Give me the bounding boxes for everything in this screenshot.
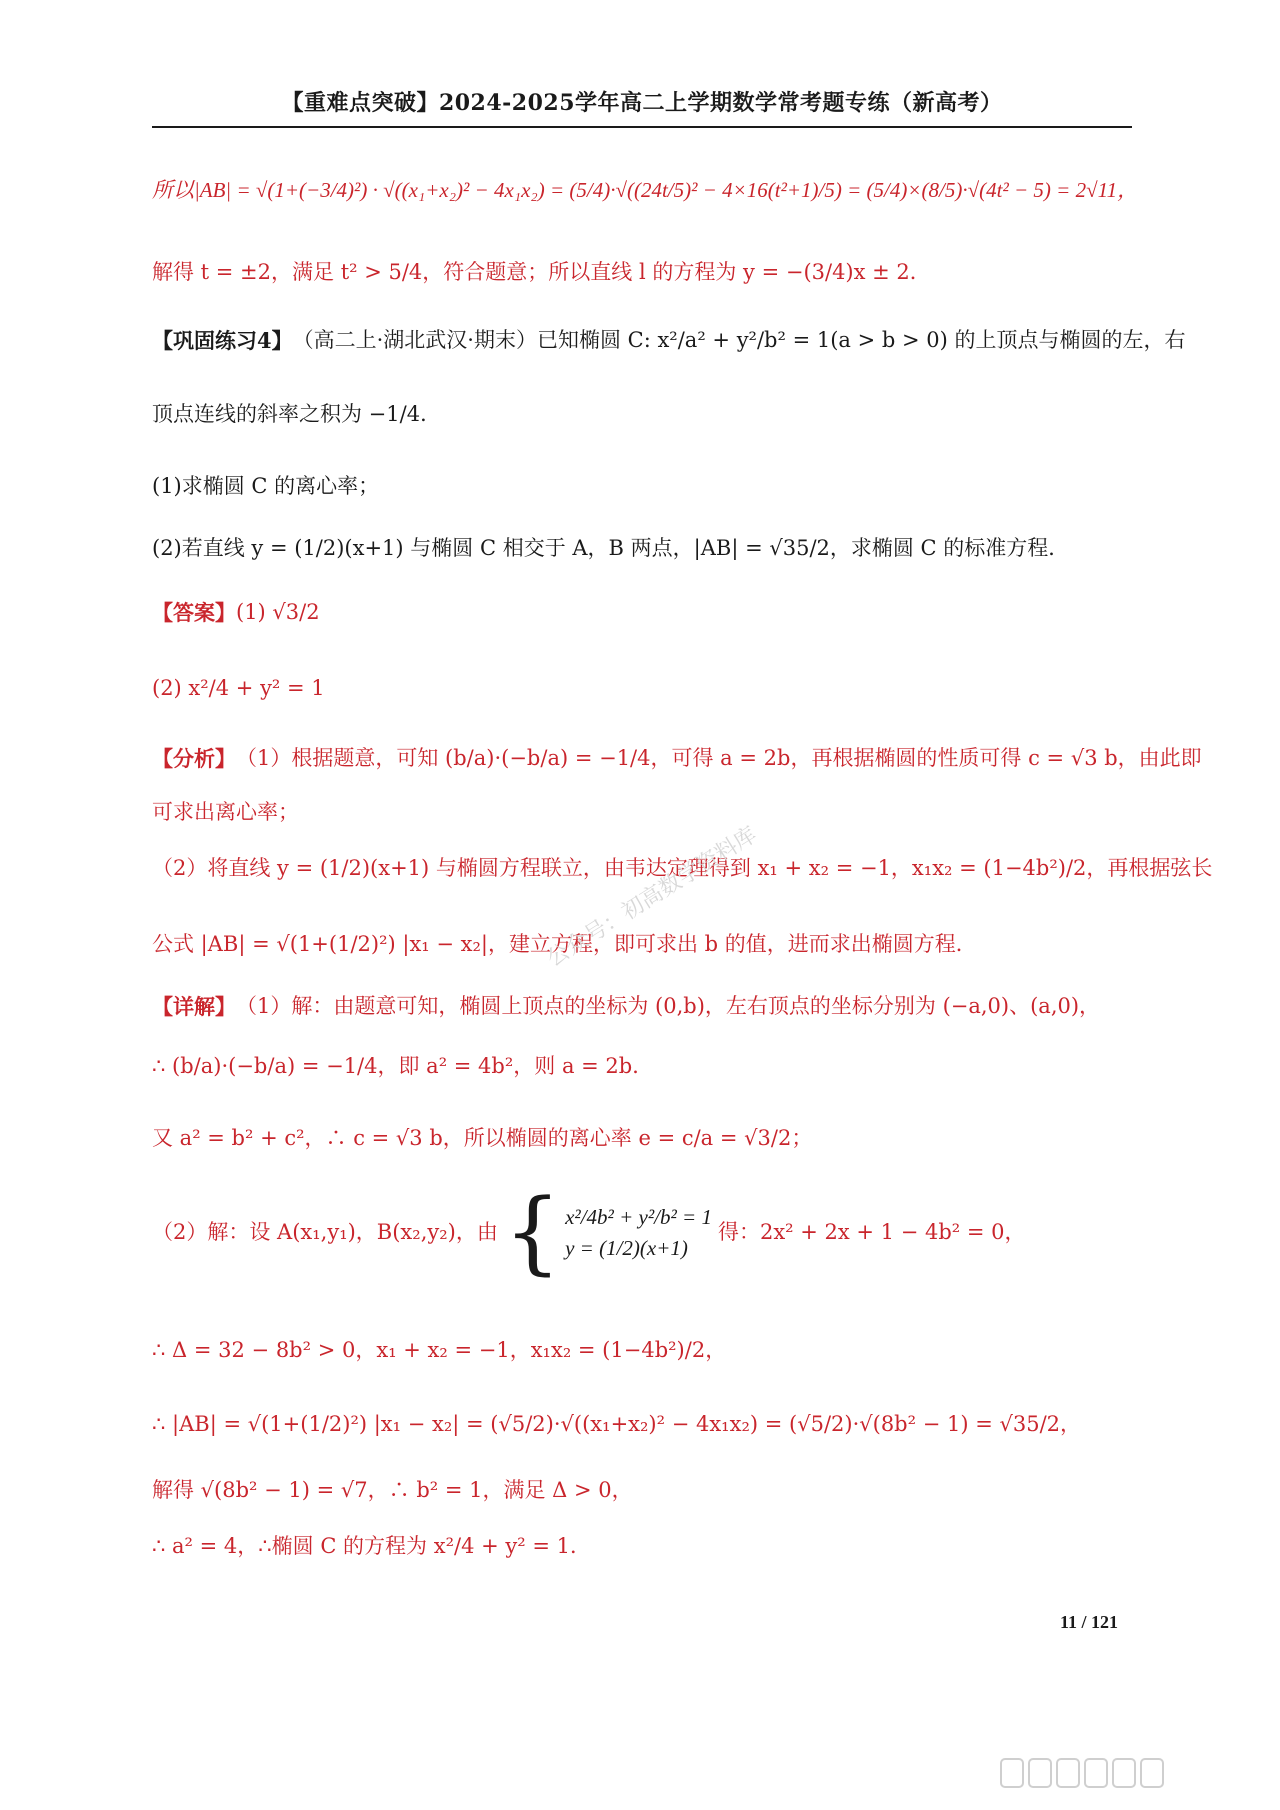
detail-line-5: ∴ Δ = 32 − 8b² > 0，x₁ + x₂ = −1，x₁x₂ = (1−4b²)/2， — [152, 1338, 727, 1362]
header-rule — [152, 126, 1132, 128]
detail-line-6: ∴ |AB| = √(1+(1/2)²) |x₁ − x₂| = (√5/2)·√((x₁+x₂)² − 4x₁x₂) = (√5/2)·√(8b² − 1) = √35/2， — [152, 1412, 1082, 1436]
page-number: 11 / 121 — [1060, 1612, 1119, 1632]
analysis-line-3: （2）将直线 y = (1/2)(x+1) 与椭圆方程联立，由韦达定理得到 x₁ + x₂ = −1，x₁x₂ = (1−4b²)/2，再根据弦长 — [152, 856, 1213, 880]
exercise-4-statement — [152, 328, 1186, 353]
system-rows — [565, 1205, 712, 1261]
answer-part-2: (2) x²/4 + y² = 1 — [152, 676, 325, 700]
bar-segment — [1056, 1758, 1080, 1788]
analysis-line-4: 公式 |AB| = √(1+(1/2)²) |x₁ − x₂|，建立方程，即可求出 b 的值，进而求出椭圆方程． — [152, 932, 977, 956]
analysis-line-1 — [152, 746, 1202, 771]
answer-label: 【答案】 — [152, 600, 236, 625]
detail-line-8: ∴ a² = 4，∴椭圆 C 的方程为 x²/4 + y² = 1． — [152, 1534, 591, 1558]
answer-part-1: (1) √3/2 — [236, 600, 320, 624]
detail-text-4b: 得：2x² + 2x + 1 − 4b² = 0， — [717, 1220, 1026, 1245]
signal-bars-icon — [1000, 1758, 1164, 1788]
detail-text-1: （1）解：由题意可知，椭圆上顶点的坐标为 (0,b)，左右顶点的坐标分别为 (−a,0)、(a,0)， — [236, 994, 1101, 1018]
detail-line-1 — [152, 994, 1100, 1019]
exercise-4-text: （高二上·湖北武汉·期末）已知椭圆 C: x²/a² + y²/b² = 1(a > b > 0) 的上顶点与椭圆的左，右 — [292, 328, 1186, 352]
detail-line-3: 又 a² = b² + c²，∴ c = √3 b，所以椭圆的离心率 e = c/a = √3/2； — [152, 1126, 813, 1150]
system-brace: { — [503, 1180, 562, 1285]
detail-line-7: 解得 √(8b² − 1) = √7，∴ b² = 1，满足 Δ > 0， — [152, 1478, 633, 1502]
bar-segment — [1112, 1758, 1136, 1788]
analysis-label: 【分析】 — [152, 746, 236, 771]
watermark-text: 公众号：初高数学资料库 — [542, 822, 762, 972]
solution-line-t-value: 解得 t = ±2，满足 t² > 5/4，符合题意；所以直线 l 的方程为 y = −(3/4)x ± 2． — [152, 260, 931, 284]
bar-segment — [1084, 1758, 1108, 1788]
detail-text-4a: （2）解：设 A(x₁,y₁)，B(x₂,y₂)，由 — [152, 1220, 498, 1245]
detail-label: 【详解】 — [152, 994, 236, 1019]
page-header-title: 【重难点突破】2024-2025学年高二上学期数学常考题专练（新高考） — [281, 90, 1003, 116]
question-2: (2)若直线 y = (1/2)(x+1) 与椭圆 C 相交于 A，B 两点，|AB| = √35/2，求椭圆 C 的标准方程． — [152, 536, 1070, 560]
detail-line-2: ∴ (b/a)·(−b/a) = −1/4，即 a² = 4b²，则 a = 2b． — [152, 1054, 654, 1078]
system-row-1: x²/4b² + y²/b² = 1 — [565, 1204, 712, 1229]
analysis-text-1: （1）根据题意，可知 (b/a)·(−b/a) = −1/4，可得 a = 2b，再根据椭圆的性质可得 c = √3 b，由此即 — [236, 746, 1202, 770]
exercise-4-label: 【巩固练习4】 — [152, 328, 293, 353]
analysis-line-2: 可求出离心率； — [152, 800, 299, 824]
bar-segment — [1140, 1758, 1164, 1788]
detail-line-4 — [152, 1180, 1026, 1285]
exercise-4-statement-cont: 顶点连线的斜率之积为 −1/4． — [152, 402, 442, 426]
question-1: (1)求椭圆 C 的离心率； — [152, 474, 380, 498]
answer-block — [152, 600, 320, 625]
bar-segment — [1000, 1758, 1024, 1788]
bar-segment — [1028, 1758, 1052, 1788]
system-row-2: y = (1/2)(x+1) — [565, 1236, 688, 1260]
solution-line-ab-length: 所以|AB| = √(1+(−3/4)²) · √((x₁+x₂)² − 4x₁x₂) = (5/4)·√((24t/5)² − 4×16(t²+1)/5) = (5/4)×(8/5)·√(4t² − 5) = 2√11， — [152, 178, 1139, 202]
equation-system — [503, 1180, 712, 1285]
